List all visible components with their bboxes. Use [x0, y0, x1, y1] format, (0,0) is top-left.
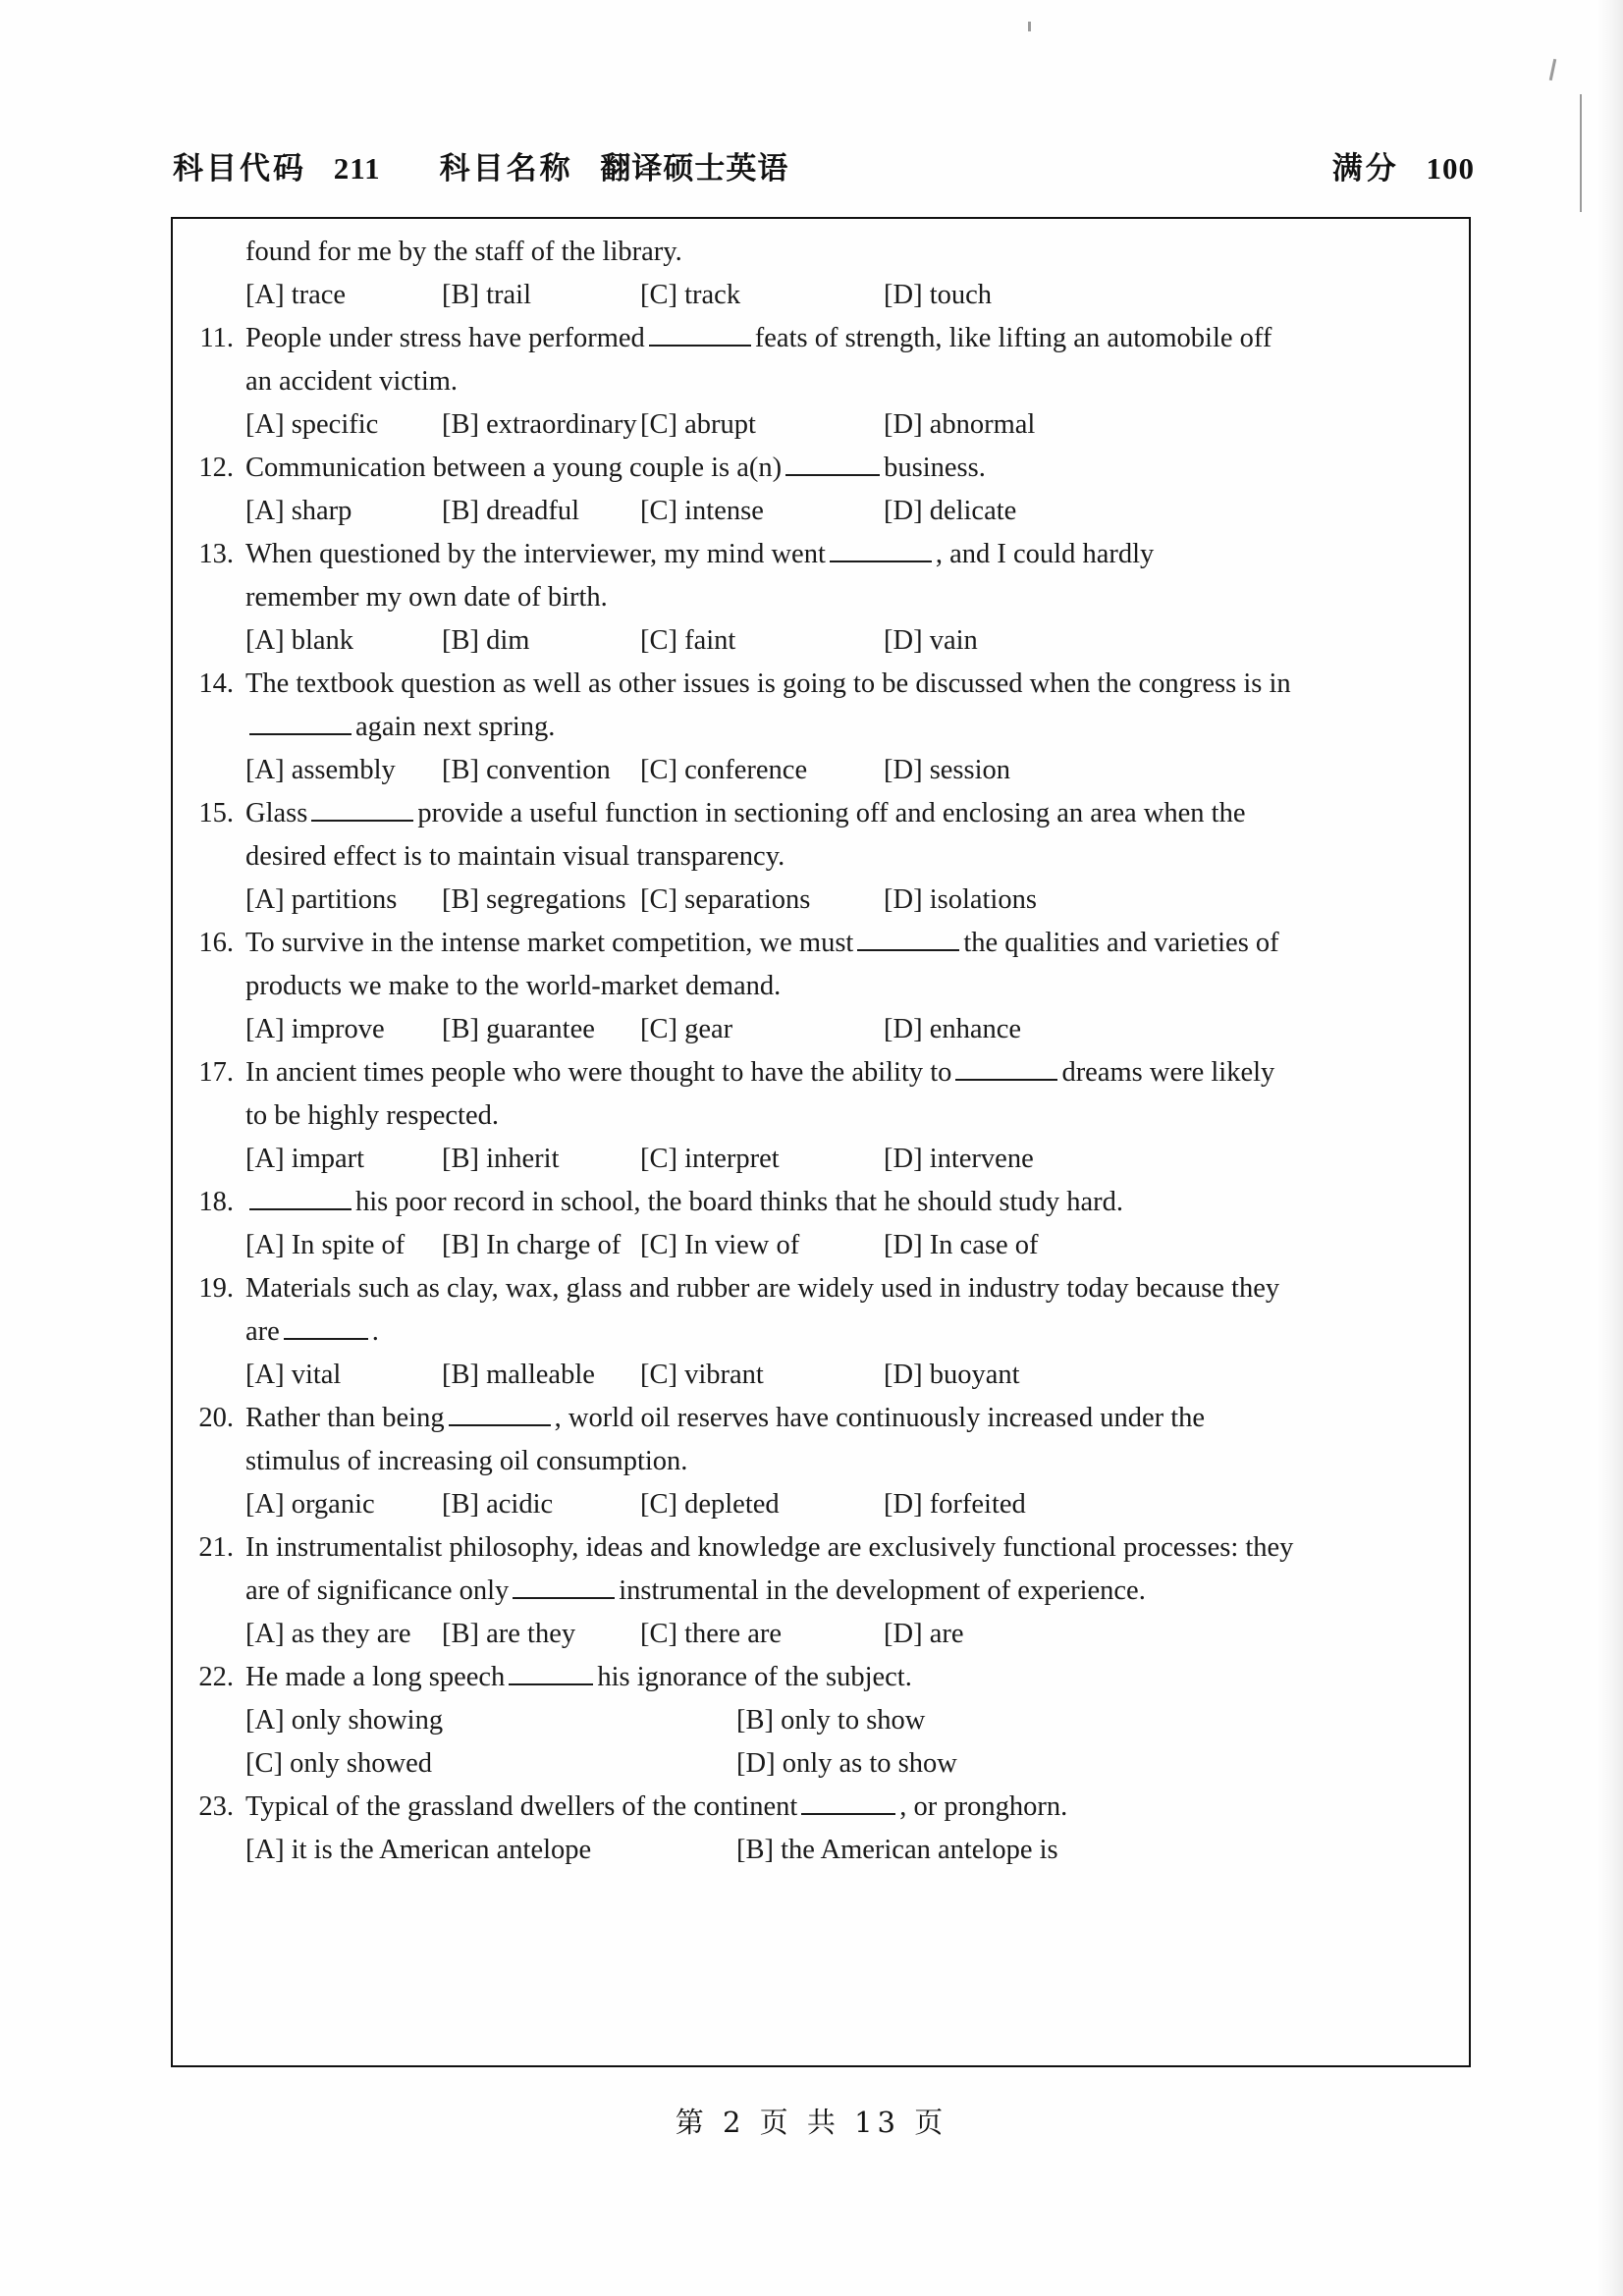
- question-number: 22.: [198, 1662, 234, 1692]
- option-b[interactable]: [B] malleable: [442, 1360, 595, 1390]
- answer-blank[interactable]: [249, 733, 352, 735]
- question-stem: In instrumentalist philosophy, ideas and knowledge are exclusively functional processes: they: [245, 1532, 1294, 1563]
- question-body: [245, 1181, 1447, 1224]
- question-number: 18.: [198, 1187, 234, 1217]
- stem-before: To survive in the intense market competition, we must: [245, 928, 854, 958]
- option-d[interactable]: [D] session: [884, 755, 1011, 785]
- option-d[interactable]: [D] forfeited: [884, 1489, 1026, 1520]
- stem-after: feats of strength, like lifting an automobile off: [754, 323, 1272, 353]
- question-21: [190, 1526, 1447, 1570]
- option-b[interactable]: [B] In charge of: [442, 1230, 622, 1260]
- full-marks-group: [1332, 143, 1475, 187]
- question-17-continuation: to be highly respected.: [245, 1100, 500, 1131]
- question-body: [245, 1656, 1447, 1699]
- stem-before: Glass: [245, 798, 308, 828]
- option-b[interactable]: [B] are they: [442, 1619, 576, 1649]
- question-11: [190, 317, 1447, 360]
- option-c[interactable]: [C] depleted: [640, 1489, 780, 1520]
- option-a[interactable]: [A] sharp: [245, 496, 352, 526]
- full-marks-label: 满分: [1331, 151, 1399, 187]
- question-18-options: [245, 1224, 1447, 1267]
- option-d[interactable]: [D] intervene: [884, 1144, 1034, 1174]
- question-18: [190, 1181, 1447, 1224]
- continuation-after: .: [371, 1316, 379, 1347]
- question-21-options: [245, 1613, 1447, 1656]
- question-stem: [245, 1051, 1447, 1095]
- stem-before: Communication between a young couple is a(n): [245, 453, 783, 483]
- option-a[interactable]: [A] partitions: [245, 884, 398, 915]
- stem-before: In ancient times people who were thought to have the ability to: [245, 1057, 952, 1088]
- question-number: 16.: [198, 928, 234, 958]
- question-19-options: [245, 1354, 1447, 1397]
- option-a[interactable]: [A] trace: [245, 280, 347, 310]
- option-b[interactable]: [B] acidic: [442, 1489, 554, 1520]
- question-stem: The textbook question as well as other issues is going to be discussed when the congress is in: [245, 668, 1291, 699]
- question-number: 19.: [198, 1273, 234, 1304]
- full-marks-value: 100: [1426, 151, 1475, 186]
- question-stem: [245, 1397, 1447, 1440]
- question-16-continuation: products we make to the world-market demand.: [245, 971, 782, 1001]
- option-d[interactable]: [D] enhance: [884, 1014, 1022, 1044]
- continuation-text: are: [245, 1316, 280, 1347]
- exam-header: [173, 143, 1475, 188]
- question-stem: [245, 317, 1447, 360]
- stem-before: People under stress have performed: [245, 323, 645, 353]
- answer-blank[interactable]: [449, 1424, 551, 1426]
- subject-code-label: 科目代码: [173, 151, 306, 187]
- question-15-continuation: desired effect is to maintain visual transparency.: [245, 841, 785, 872]
- answer-blank[interactable]: [311, 820, 413, 822]
- question-body: [245, 1267, 1447, 1310]
- subject-code-group: [173, 143, 381, 187]
- answer-blank[interactable]: [513, 1597, 615, 1599]
- option-b[interactable]: [B] guarantee: [442, 1014, 595, 1044]
- question-body: [245, 533, 1447, 576]
- stem-after: dreams were likely: [1061, 1057, 1275, 1088]
- question-16: [190, 922, 1447, 965]
- carryover-options: [245, 274, 1447, 317]
- question-body: [245, 1786, 1447, 1829]
- question-number: 12.: [198, 453, 234, 483]
- question-13: [190, 533, 1447, 576]
- subject-code-value: 211: [333, 151, 381, 186]
- question-stem: Materials such as clay, wax, glass and rubber are widely used in industry today because they: [245, 1273, 1280, 1304]
- question-17-options: [245, 1138, 1447, 1181]
- question-12: [190, 447, 1447, 490]
- question-number: 15.: [198, 798, 234, 828]
- option-a[interactable]: [A] only showing: [245, 1705, 444, 1735]
- question-19: [190, 1267, 1447, 1310]
- exam-content-inner: [173, 219, 1469, 2065]
- option-a[interactable]: [A] as they are: [245, 1619, 411, 1649]
- question-number: 23.: [198, 1791, 234, 1822]
- question-20: [190, 1397, 1447, 1440]
- question-19-continuation: [245, 1310, 1447, 1354]
- option-d[interactable]: [D] delicate: [884, 496, 1017, 526]
- option-c[interactable]: [C] conference: [640, 755, 808, 785]
- question-11-options: [245, 403, 1447, 447]
- option-d[interactable]: [D] abnormal: [884, 409, 1036, 440]
- question-23-options-row-1: [245, 1829, 1447, 1872]
- option-c[interactable]: [C] gear: [640, 1014, 733, 1044]
- stem-after: , or pronghorn.: [899, 1791, 1068, 1822]
- question-body: [245, 1526, 1447, 1570]
- question-stem: [245, 1656, 1447, 1699]
- stem-before: Typical of the grassland dwellers of the continent: [245, 1791, 798, 1822]
- question-20-options: [245, 1483, 1447, 1526]
- stem-after: the qualities and varieties of: [963, 928, 1279, 958]
- question-16-options: [245, 1008, 1447, 1051]
- option-c[interactable]: [C] faint: [640, 625, 736, 656]
- option-b[interactable]: [B] the American antelope is: [736, 1835, 1058, 1865]
- question-22-options-row-1: [245, 1699, 1447, 1742]
- option-a[interactable]: [A] organic: [245, 1489, 375, 1520]
- answer-blank[interactable]: [249, 1208, 352, 1210]
- option-b[interactable]: [B] dim: [442, 625, 530, 656]
- question-14: [190, 663, 1447, 706]
- continuation-text: again next spring.: [355, 712, 556, 742]
- exam-content-box: [171, 217, 1471, 2067]
- question-stem: [245, 1181, 1447, 1224]
- option-c[interactable]: [C] In view of: [640, 1230, 800, 1260]
- option-d[interactable]: [D] touch: [884, 280, 993, 310]
- stem-before: When questioned by the interviewer, my mind went: [245, 539, 826, 569]
- question-14-continuation: [245, 706, 1447, 749]
- stem-after: provide a useful function in sectioning off and enclosing an area when the: [417, 798, 1246, 828]
- option-c[interactable]: [C] vibrant: [640, 1360, 764, 1390]
- stem-after: his poor record in school, the board thinks that he should study hard.: [355, 1187, 1124, 1217]
- option-d[interactable]: [D] In case of: [884, 1230, 1039, 1260]
- option-c[interactable]: [C] abrupt: [640, 409, 756, 440]
- answer-blank[interactable]: [801, 1813, 895, 1815]
- stem-before: Rather than being: [245, 1403, 445, 1433]
- question-body: [245, 1051, 1447, 1095]
- question-body: [245, 792, 1447, 835]
- question-22: [190, 1656, 1447, 1699]
- option-a[interactable]: [A] it is the American antelope: [245, 1835, 592, 1865]
- option-d[interactable]: [D] buoyant: [884, 1360, 1020, 1390]
- question-stem: [245, 533, 1447, 576]
- option-a[interactable]: [A] vital: [245, 1360, 342, 1390]
- stem-after: his ignorance of the subject.: [597, 1662, 912, 1692]
- question-number: 20.: [198, 1403, 234, 1433]
- question-12-options: [245, 490, 1447, 533]
- continuation-text: are of significance only: [245, 1575, 510, 1606]
- question-13-options: [245, 619, 1447, 663]
- answer-blank[interactable]: [830, 561, 932, 562]
- option-a[interactable]: [A] impart: [245, 1144, 365, 1174]
- option-b[interactable]: [B] dreadful: [442, 496, 580, 526]
- question-14-options: [245, 749, 1447, 792]
- question-body: [245, 922, 1447, 965]
- option-c[interactable]: [C] separations: [640, 884, 811, 915]
- scan-artifact-mark-right-rail: [1580, 94, 1582, 212]
- stem-after: business.: [884, 453, 986, 483]
- answer-blank[interactable]: [649, 345, 751, 347]
- option-c[interactable]: [C] track: [640, 280, 741, 310]
- option-d[interactable]: [D] are: [884, 1619, 964, 1649]
- option-a[interactable]: [A] blank: [245, 625, 354, 656]
- question-number: 17.: [198, 1057, 234, 1088]
- question-stem: [245, 447, 1447, 490]
- question-stem: [245, 792, 1447, 835]
- option-d[interactable]: [D] isolations: [884, 884, 1037, 915]
- option-a[interactable]: [A] improve: [245, 1014, 385, 1044]
- scan-artifact-mark-top: [1028, 22, 1031, 31]
- question-15: [190, 792, 1447, 835]
- answer-blank[interactable]: [284, 1338, 368, 1340]
- question-13-continuation: remember my own date of birth.: [245, 582, 608, 613]
- answer-blank[interactable]: [955, 1079, 1057, 1081]
- option-d[interactable]: [D] vain: [884, 625, 978, 656]
- question-20-continuation: stimulus of increasing oil consumption.: [245, 1446, 688, 1476]
- question-22-options-row-2: [245, 1742, 1447, 1786]
- question-number: 21.: [198, 1532, 234, 1563]
- question-17: [190, 1051, 1447, 1095]
- option-b[interactable]: [B] inherit: [442, 1144, 560, 1174]
- question-number: 14.: [198, 668, 234, 699]
- stem-after: , world oil reserves have continuously increased under the: [554, 1403, 1206, 1433]
- question-15-options: [245, 879, 1447, 922]
- scan-right-edge-shadow: [1597, 0, 1623, 2296]
- question-body: [245, 663, 1447, 706]
- continuation-after: instrumental in the development of experience.: [619, 1575, 1146, 1606]
- question-11-continuation: an accident victim.: [245, 366, 459, 397]
- option-b[interactable]: [B] convention: [442, 755, 611, 785]
- option-c[interactable]: [C] interpret: [640, 1144, 780, 1174]
- answer-blank[interactable]: [509, 1683, 593, 1685]
- question-stem: [245, 1786, 1447, 1829]
- page-footer: 第 2 页 共 13 页: [675, 2106, 948, 2139]
- carryover-stem: found for me by the staff of the library.: [245, 237, 682, 267]
- option-c[interactable]: [C] there are: [640, 1619, 782, 1649]
- subject-name-value: 翻译硕士英语: [600, 151, 789, 186]
- question-number: 11.: [199, 323, 234, 353]
- question-body: [245, 317, 1447, 360]
- option-b[interactable]: [B] segregations: [442, 884, 626, 915]
- option-a[interactable]: [A] assembly: [245, 755, 396, 785]
- option-c[interactable]: [C] intense: [640, 496, 764, 526]
- question-23: [190, 1786, 1447, 1829]
- option-d[interactable]: [D] only as to show: [736, 1748, 957, 1779]
- answer-blank[interactable]: [785, 474, 880, 476]
- option-a[interactable]: [A] In spite of: [245, 1230, 406, 1260]
- subject-name-group: [440, 143, 789, 187]
- option-c[interactable]: [C] only showed: [245, 1748, 432, 1779]
- answer-blank[interactable]: [857, 949, 959, 951]
- stem-before: He made a long speech: [245, 1662, 506, 1692]
- question-number: 13.: [198, 539, 234, 569]
- question-stem: [245, 922, 1447, 965]
- option-b[interactable]: [B] extraordinary: [442, 409, 637, 440]
- option-a[interactable]: [A] specific: [245, 409, 379, 440]
- option-b[interactable]: [B] only to show: [736, 1705, 926, 1735]
- option-b[interactable]: [B] trail: [442, 280, 532, 310]
- question-body: [245, 1397, 1447, 1440]
- question-body: [245, 447, 1447, 490]
- stem-after: , and I could hardly: [935, 539, 1155, 569]
- question-21-continuation: [245, 1570, 1447, 1613]
- subject-name-label: 科目名称: [439, 151, 573, 187]
